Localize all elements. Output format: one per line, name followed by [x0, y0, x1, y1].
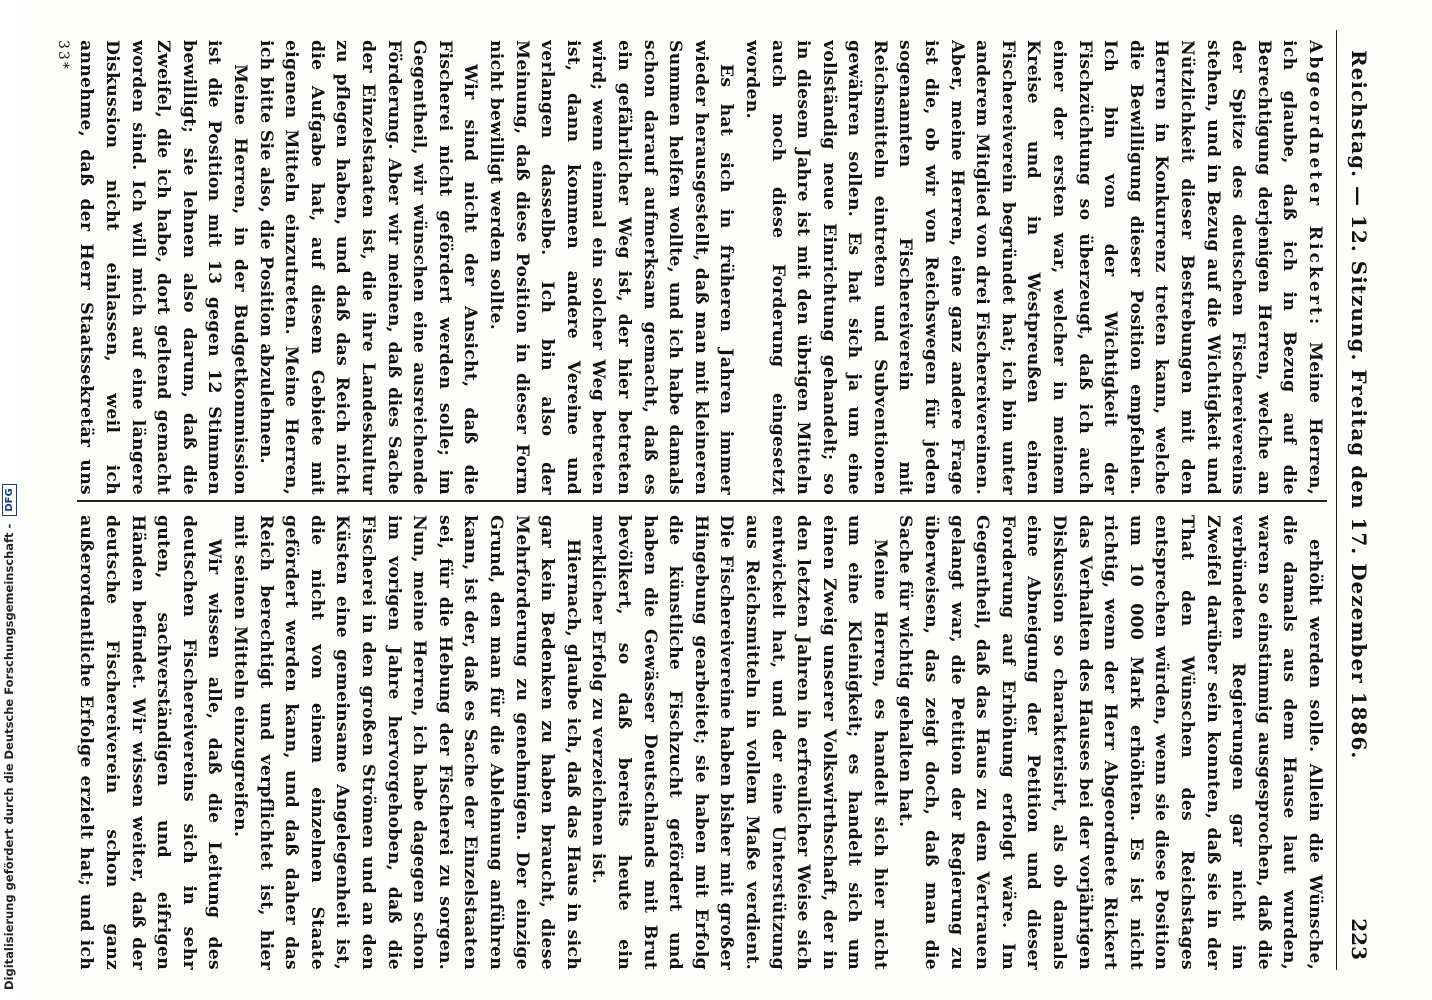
paragraph	[226, 515, 584, 970]
paragraph-text: Meine Herren, es handelt sich hier nicht um eine Kleinigkeit; es handelt sich um einen Zweig unserer Volkswirthschaft, der in den letzten Jahren in erfreulicher Weise sich entwickelt hat, und der eine Unterstützung aus Reichsmitteln in vollem Maße verdient. Die Fischereivereine haben bisher mit großer Hingebung gearbeitet; sie haben mit Erfolg die künstliche Fischzucht gefördert und haben die Gewässer Deutschlands mit Brut bevölkert, so daß bereits heute ein merklicher Erfolg zu verzeichnen ist.	[588, 515, 890, 970]
paragraph-text: erhöht werden solle. Allein die Wünsche, die damals aus dem Hause laut wurden, waren so einstimmig ausgesprochen, daß die verbündeten Regierungen gar nicht im Zweifel darüber sein konnten, daß sie in der That den Wünschen des Reichstages entsprechen würden, wenn sie diese Position um 10 000 Mark erhöhten. Es ist nicht richtig, wenn der Herr Abgeordnete Rickert das Verhalten des Hauses bei der vorjährigen Diskussion so charakterisirt, als ob damals eine Abneigung der Petition und dieser Forderung auf Erhöhung erfolgt wäre. Im Gegentheil, daß das Haus zu dem Vertrauen gelangt war, die Petition der Regierung zu überweisen, das zeigt doch, daß man die Sache für wichtig gehalten hat.	[895, 515, 1325, 970]
page-number: 223	[1347, 918, 1371, 960]
paragraph-text: Wir wissen alle, daß die Leitung des deutschen Fischereivereins sich in sehr guten, sachverständigen und eifrigen Händen befindet. Wir wissen weiter, daß der deutsche Fischereiverein schon ganz außerordentliche Erfolge erzielt hat; und ich	[77, 515, 225, 970]
paragraph-text: Es hat sich in früheren Jahren immer wieder herausgestellt, daß man mit kleineren Summen helfen wollte, und ich habe damals schon darauf aufmerksam gemacht, daß es ein gefährlicher Weg ist, der hier betreten wird; wenn einmal ein solcher Weg betreten ist, dann kommen andere Vereine und verlangen dasselbe. Ich bin also der Meinung, daß diese Position in dieser Form nicht bewilligt werden sollte.	[486, 40, 737, 495]
paragraph	[892, 515, 1327, 970]
paragraph-text: Meine Herren, ich glaube, daß ich in Bezug auf die Berechtigung derjenigen Herren, welche an der Spitze des deutschen Fischereivereins stehen, und in Bezug auf die Wichtigkeit und Nützlichkeit dieser Bestrebungen mit den Herren in Konkurrenz treten kann, welche die Bewilligung dieser Position empfehlen. Ich bin von der Wichtigkeit der Fischzüchtung so überzeugt, daß ich auch einer der ersten war, welcher in meinem Kreise und in Westpreußen einen Fischereiverein begründet hat; ich bin unter anderem Mitglied von drei Fischereivereinen. Aber, meine Herren, eine ganz andere Frage ist die, ob wir von Reichswegen für jeden sogenannten Fischereiverein mit Reichsmitteln eintreten und Subventionen gewähren sollen. Es hat sich ja um eine vollständig neue Einrichtung gehandelt; so in diesem Jahre ist mit den übrigen Mitteln auch noch diese Forderung eingesetzt worden.	[741, 40, 1325, 495]
signature-mark: 33*	[55, 40, 71, 71]
paragraph-text: Hiernach, glaube ich, daß das Haus in sich gar kein Bedenken zu haben braucht, diese Mehrforderung zu genehmigen. Der einzige Grund, den man für die Ablehnung anführen kann, ist der, daß es Sache der Einzelstaaten sei, für die Hebung der Fischerei zu sorgen. Nun, meine Herren, ich habe dagegen schon im vorigen Jahre hervorgehoben, daß die Fischerei in den großen Strömen und an den Küsten eine gemeinsame Angelegenheit ist, die nicht von einem einzelnen Staate gefördert werden kann, und daß daher das Reich berechtigt und verpflichtet ist, hier mit seinen Mitteln einzugreifen.	[230, 515, 583, 970]
paragraph	[482, 40, 738, 495]
digitization-strip	[0, 0, 22, 1000]
column-divider	[77, 500, 1327, 502]
digitization-credit	[2, 10, 20, 990]
right-column	[77, 515, 1327, 970]
dfg-logo: DFG	[2, 484, 17, 515]
paragraph-text: Wir sind nicht der Ansicht, daß die Fischerei nicht gefördert werden solle; im Gegentheil, wir wünschen eine ausreichende Förderung. Aber wir meinen, daß dies Sache der Einzelstaaten ist, die ihre Landeskultur zu pflegen haben, und daß das Reich nicht die Aufgabe hat, auf diesem Gebiete mit eigenen Mitteln einzutreten. Meine Herren, ich bitte Sie also, die Position abzulehnen.	[255, 40, 481, 495]
left-column	[77, 40, 1327, 495]
paragraph	[252, 40, 482, 495]
speaker-name: Abgeordneter Rickert:	[1305, 40, 1325, 328]
paragraph	[585, 515, 892, 970]
paragraph	[77, 40, 252, 495]
paragraph	[738, 40, 1327, 495]
paragraph	[77, 515, 226, 970]
paragraph-text: Meine Herren, in der Budgetkommission ist die Position mit 13 gegen 12 Stimmen bewilligt; sie lehnen also darum, daß die Zweifel, die ich habe, dort geltend gemacht worden sind. Ich will mich auf eine längere Diskussion nicht einlassen, weil ich annehme, daß der Herr Staatssekretär uns	[77, 40, 251, 495]
running-title: Reichstag. — 12. Sitzung. Freitag den 17. Dezember 1886.	[1347, 50, 1371, 760]
rotated-page-content	[51, 30, 1381, 970]
page-header	[1336, 30, 1381, 970]
digitization-credit-text: Digitalisierung gefördert durch die Deutsche Forschungsgemeinschaft -	[2, 519, 16, 990]
